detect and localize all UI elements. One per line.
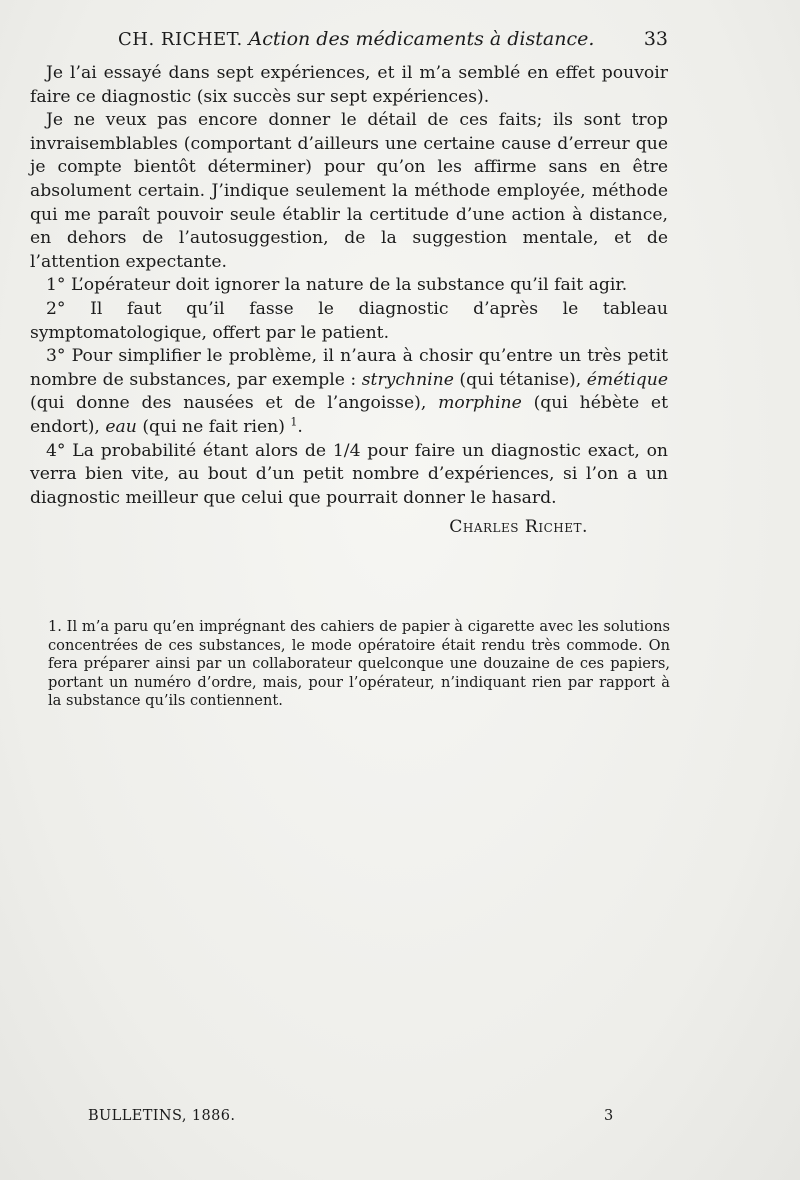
paragraph: 4° La probabilité étant alors de 1/4 pour faire un diagnostic exact, on verra bien vite, au bout d’un petit nombre d’expériences, si l’on a un diagnostic meilleur que celui que pourrait donner le hasard. xyxy=(30,440,668,508)
paragraph: Je ne veux pas encore donner le détail de ces faits; ils sont trop invraisemblables (comportant d’ailleurs une certaine cause d’erreur que je compte bientôt déterminer) pour qu’on les affirme sans en être absolument certain. J’indique seulement la méthode employée, méthode qui me paraît pouvoir seule établir la certitude d’une action à distance, en dehors de l’autosuggestion, de la suggestion mentale, et de l’attention expectante. xyxy=(30,110,668,272)
italic-term: émétique xyxy=(586,369,669,390)
paragraph: Je l’ai essayé dans sept expériences, et il m’a semblé en effet pouvoir faire ce diagnostic (six succès sur sept expériences). xyxy=(30,63,668,107)
footnote xyxy=(48,618,670,711)
text-run: . xyxy=(297,416,303,437)
paragraph xyxy=(30,345,668,439)
text-run: 3° Pour simplifier le problème, il n’aura à chosir qu’entre un très petit nombre de substances, par exemple : xyxy=(30,346,668,390)
signature: Charles Richet. xyxy=(449,517,588,538)
text-run: (qui ne fait rien) xyxy=(136,416,291,437)
header-author: CH. RICHET. xyxy=(118,29,243,50)
paragraph: 1° L’opérateur doit ignorer la nature de la substance qu’il fait agir. xyxy=(46,275,628,296)
footnote-reference: 1 xyxy=(290,415,298,429)
footer-sheet-number: 3 xyxy=(604,1108,614,1124)
footer-signature-mark: BULLETINS, 1886. xyxy=(88,1108,236,1124)
footnote-text: 1. Il m’a paru qu’en imprégnant des cahiers de papier à cigarette avec les solutions concentrées de ces substances, le mode opératoire était rendu très commode. On fera préparer ainsi par un collaborateur quelconque une douzaine de ces papiers, portant un numéro d’ordre, mais, pour l’opérateur, n’indiquant rien par rapport à la substance qu’ils contiennent. xyxy=(48,618,670,710)
paragraph: 2° Il faut qu’il fasse le diagnostic d’après le tableau symptomatologique, offert par le patient. xyxy=(30,298,668,343)
text-run: (qui tétanise), xyxy=(453,369,587,390)
italic-term: eau xyxy=(105,416,137,437)
main-text xyxy=(30,62,668,540)
italic-term: strychnine xyxy=(361,369,454,390)
italic-term: morphine xyxy=(438,393,522,414)
running-header xyxy=(118,28,668,56)
text-run: (qui hébète et endort), xyxy=(30,393,668,437)
page-number: 33 xyxy=(643,28,668,50)
header-title: Action des médicaments à distance. xyxy=(248,28,595,50)
text-run: (qui donne des nausées et de l’angoisse), xyxy=(30,393,439,414)
